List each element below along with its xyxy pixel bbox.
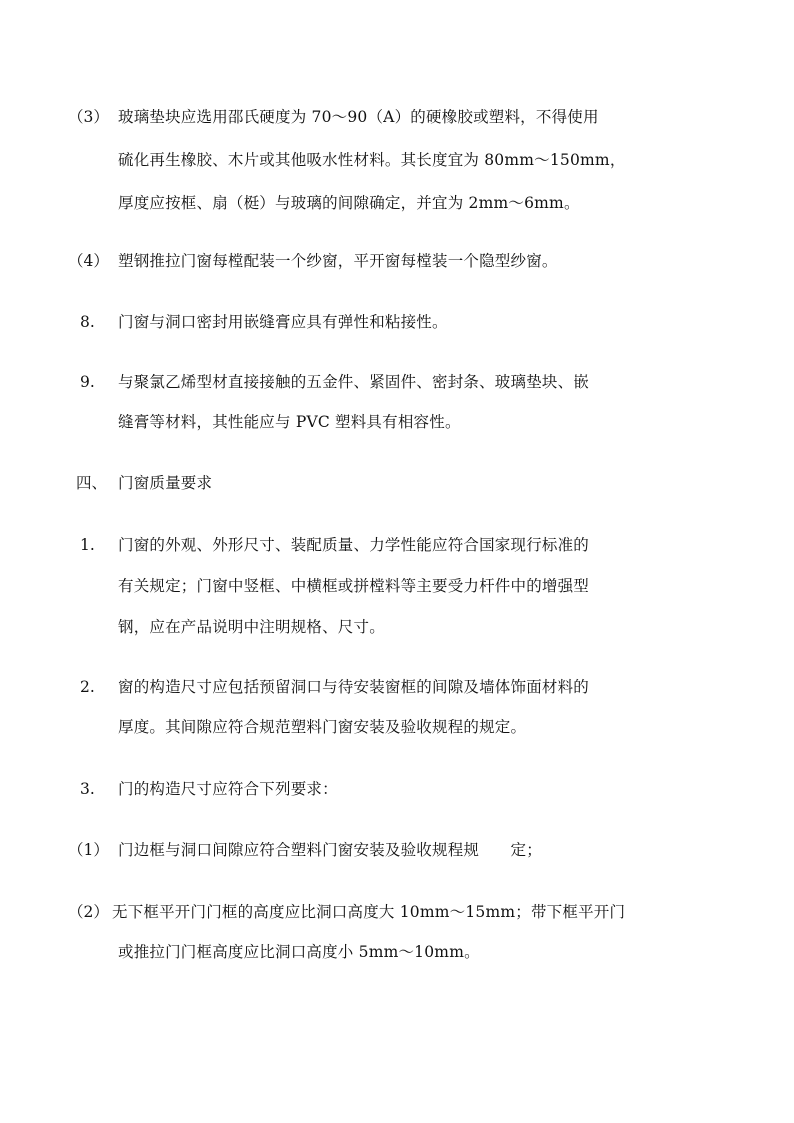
item-text-line: 无下框平开门门框的高度应比洞口高度大 10mm～15mm；带下框平开门 xyxy=(112,903,626,921)
item-marker: 8. xyxy=(80,313,95,331)
item-text-line: 与聚氯乙烯型材直接接触的五金件、紧固件、密封条、玻璃垫块、嵌 xyxy=(118,373,590,391)
item-marker: 1. xyxy=(80,536,95,554)
item-text-line: 门窗与洞口密封用嵌缝膏应具有弹性和粘接性。 xyxy=(118,313,448,331)
item-text-line: 门边框与洞口间隙应符合塑料门窗安装及验收规程规 定； xyxy=(118,841,542,859)
item-text-line: 钢，应在产品说明中注明规格、尺寸。 xyxy=(118,618,385,636)
section-title: 门窗质量要求 xyxy=(118,474,213,492)
item-marker: 9. xyxy=(80,373,95,391)
item-marker: （2） xyxy=(68,903,109,921)
item-text-line: 厚度应按框、扇（梃）与玻璃的间隙确定，并宜为 2mm～6mm。 xyxy=(118,194,580,212)
item-text-line: 硫化再生橡胶、木片或其他吸水性材料。其长度宜为 80mm～150mm， xyxy=(118,151,626,169)
item-marker: 2. xyxy=(80,678,95,696)
item-text-line: 玻璃垫块应选用邵氏硬度为 70～90（A）的硬橡胶或塑料，不得使用 xyxy=(118,108,599,126)
item-text-line: 缝膏等材料，其性能应与 PVC 塑料具有相容性。 xyxy=(118,413,461,431)
item-text-line: 门窗的外观、外形尺寸、装配质量、力学性能应符合国家现行标准的 xyxy=(118,536,590,554)
item-text-line: 窗的构造尺寸应包括预留洞口与待安装窗框的间隙及墙体饰面材料的 xyxy=(118,678,590,696)
item-marker: （1） xyxy=(68,841,109,859)
item-text-line: 或推拉门门框高度应比洞口高度小 5mm～10mm。 xyxy=(118,943,480,961)
section-marker: 四、 xyxy=(76,474,108,492)
item-text-line: 门的构造尺寸应符合下列要求： xyxy=(118,780,338,798)
item-text-line: 厚度。其间隙应符合规范塑料门窗安装及验收规程的规定。 xyxy=(118,718,527,736)
item-marker: （3） xyxy=(68,108,109,126)
item-marker: 3. xyxy=(80,780,95,798)
item-marker: （4） xyxy=(68,252,109,270)
item-text-line: 塑钢推拉门窗每樘配装一个纱窗，平开窗每樘装一个隐型纱窗。 xyxy=(118,252,558,270)
item-text-line: 有关规定；门窗中竖框、中横框或拼樘料等主要受力杆件中的增强型 xyxy=(118,577,590,595)
